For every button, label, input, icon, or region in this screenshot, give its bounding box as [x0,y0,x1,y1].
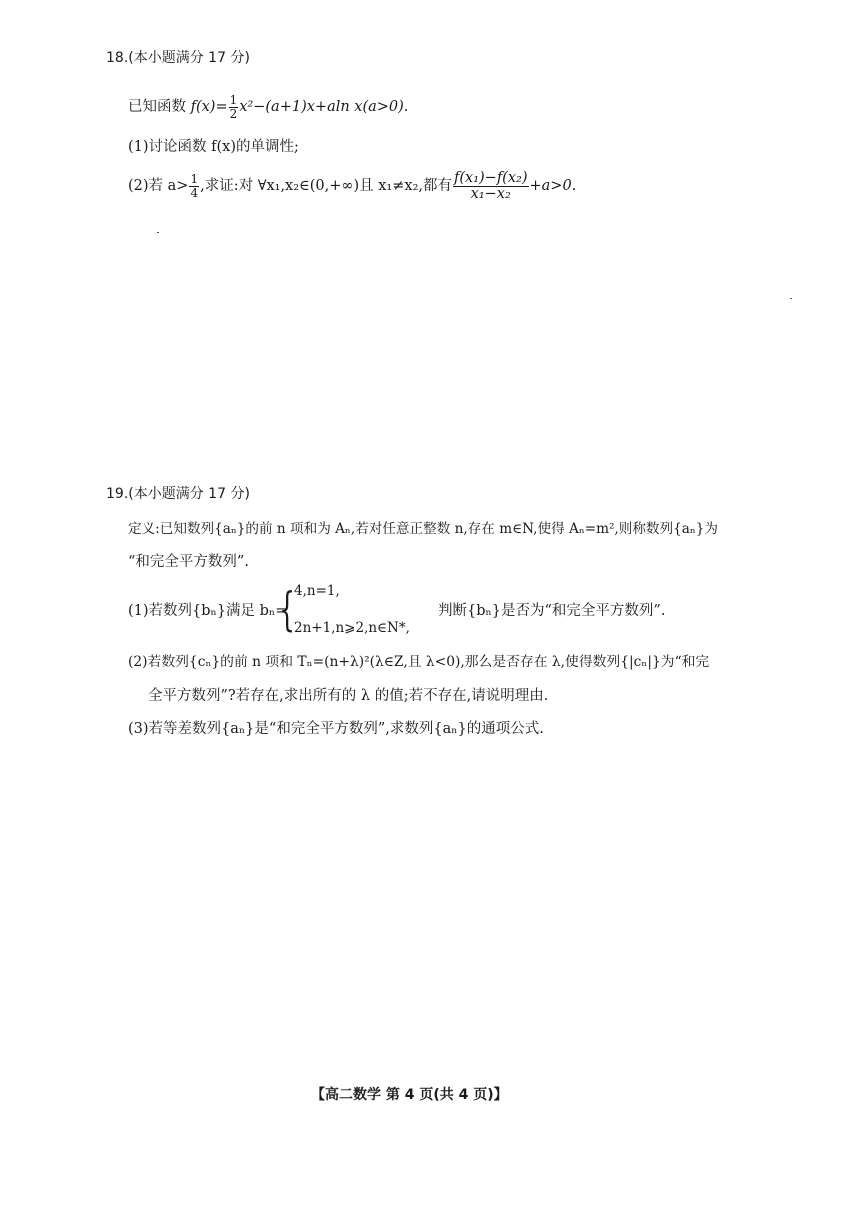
q18-half-den: 2 [229,106,238,121]
q19-part1-suffix: 判断{bₙ}是否为“和完全平方数列”. [438,603,666,619]
q18-quarter-fraction [189,173,199,200]
q19-definition-line1: 定义:已知数列{aₙ}的前 n 项和为 Aₙ,若对任意正整数 n,存在 m∈N,使得 Aₙ=m²,则称数列{aₙ}为 [128,521,718,537]
q18-quarter-num: 1 [190,171,199,186]
q19-heading: 19.(本小题满分 17 分) [106,486,250,502]
q18-quarter-den: 4 [190,185,199,200]
scan-speck [157,232,159,233]
q19-part2-line1: (2)若数列{cₙ}的前 n 项和 Tₙ=(n+λ)²(λ∈Z,且 λ<0),那么是否存在 λ,使得数列{|cₙ|}为“和完 [128,654,710,670]
page-footer: 【高二数学 第 4 页(共 4 页)】 [311,1087,508,1103]
q18-intro [128,92,408,122]
q18-part2-suffix: +a>0. [529,178,577,194]
q19-part2-line2: 全平方数列”?若存在,求出所有的 λ 的值;若不存在,请说明理由. [148,688,549,704]
q18-difference-quotient [453,171,529,202]
q18-half-fraction [229,94,239,121]
q18-intro-prefix: 已知函数 [128,99,191,115]
q18-intro-rest: x²−(a+1)x+aln x(a>0). [239,99,409,115]
q18-part2-mid: ,求证:对 ∀x₁,x₂∈(0,+∞)且 x₁≠x₂,都有 [200,178,452,194]
piecewise-brace: { [279,582,296,636]
q19-part3: (3)若等差数列{aₙ}是“和完全平方数列”,求数列{aₙ}的通项公式. [128,721,544,737]
q18-part2 [128,170,576,202]
q18-frac-den: x₁−x₂ [470,185,511,202]
q18-part2-prefix: (2)若 a> [128,178,189,194]
scan-speck [790,298,792,299]
q19-part1-prefix: (1)若数列{bₙ}满足 bₙ= [128,603,288,619]
q18-heading: 18.(本小题满分 17 分) [106,50,250,66]
q18-intro-function: f(x)= [190,99,228,115]
q19-part1-case1: 4,n=1, [294,583,340,599]
q19-definition-line2: “和完全平方数列”. [128,554,249,570]
q18-half-num: 1 [229,92,238,107]
q18-frac-num: f(x₁)−f(x₂) [454,169,528,186]
q18-part1: (1)讨论函数 f(x)的单调性; [128,139,299,155]
q19-part1-case2: 2n+1,n⩾2,n∈N*, [294,620,410,636]
